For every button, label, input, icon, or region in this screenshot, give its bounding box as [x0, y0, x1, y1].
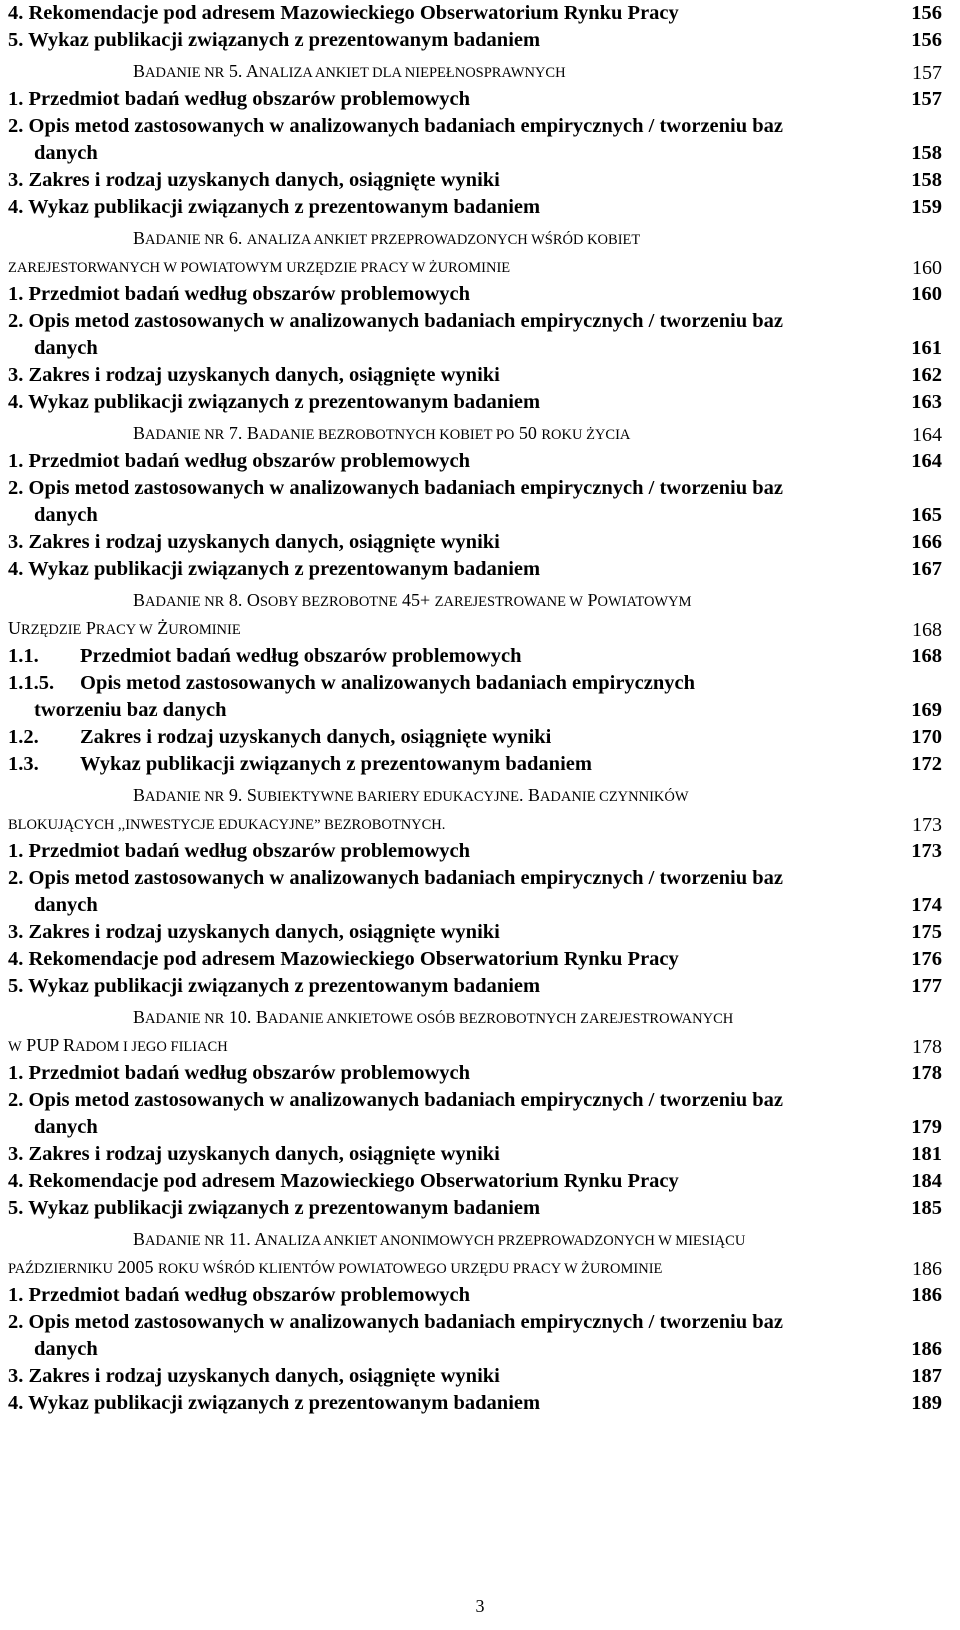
heading-text-run: W: [8, 1039, 22, 1055]
entry-line: [8, 670, 952, 697]
toc-page-number: 159: [911, 196, 942, 218]
toc-entry: [8, 1087, 952, 1141]
toc-entry: [8, 308, 952, 362]
toc-entry: [8, 475, 952, 529]
heading-line: [8, 420, 952, 448]
entry-title: 3. Zakres i rodzaj uzyskanych danych, osiągnięte wyniki: [8, 1365, 500, 1387]
entry-continuation: danych: [34, 142, 98, 164]
toc-section-heading: [8, 1226, 952, 1282]
entry-title: Wykaz publikacji związanych z prezentowanym badaniem: [80, 753, 592, 775]
entry-title: 4. Wykaz publikacji związanych z prezentowanym badaniem: [8, 196, 541, 218]
toc-page-number: 163: [911, 391, 942, 413]
entry-title: 5. Wykaz publikacji związanych z prezentowanym badaniem: [8, 29, 541, 51]
toc-page-number: 170: [911, 726, 942, 748]
toc-entry: [8, 1060, 952, 1087]
heading-text-run: P: [583, 590, 598, 610]
toc-entry: [8, 946, 952, 973]
heading-line: [8, 225, 952, 253]
toc-entry: [8, 113, 952, 167]
heading-text-run: 8. O: [224, 590, 260, 610]
entry-title: 2. Opis metod zastosowanych w analizowanych badaniach empirycznych / tworzeniu baz: [8, 1311, 784, 1333]
heading-text-run: NALIZA ANKIET ANONIMOWYCH PRZEPROWADZONYCH W MIESIĄCU: [267, 1233, 746, 1249]
toc-page-number: 177: [911, 975, 942, 997]
toc-page-number: 173: [912, 814, 942, 836]
heading-text-run: ADANIE NR: [145, 1233, 225, 1249]
heading-text-run: PUP R: [21, 1035, 76, 1055]
entry-title: 1. Przedmiot badań według obszarów problemowych: [8, 283, 471, 305]
heading-text-run: 10. B: [224, 1007, 268, 1027]
heading-text-run: B: [133, 228, 146, 248]
entry-title: 5. Wykaz publikacji związanych z prezentowanym badaniem: [8, 975, 541, 997]
toc-entry: [8, 865, 952, 919]
heading-text-run: P: [81, 618, 96, 638]
toc-section-heading: [8, 782, 952, 838]
entry-title: 2. Opis metod zastosowanych w analizowanych badaniach empirycznych / tworzeniu baz: [8, 477, 784, 499]
heading-text-run: 6.: [224, 228, 247, 248]
toc-entry: [8, 1141, 952, 1168]
entry-continuation: danych: [34, 894, 98, 916]
heading-text-run: B: [133, 1229, 146, 1249]
toc-page-number: 181: [911, 1143, 942, 1165]
entry-title: Przedmiot badań według obszarów problemowych: [80, 645, 522, 667]
heading-text-run: ADANIE BEZROBOTNYCH KOBIET PO: [258, 427, 515, 443]
heading-line: [8, 1254, 952, 1282]
toc-page-number: 158: [911, 142, 942, 164]
entry-title: 2. Opis metod zastosowanych w analizowanych badaniach empirycznych / tworzeniu baz: [8, 115, 784, 137]
heading-text-run: UBIEKTYWNE BARIERY EDUKACYJNE: [256, 789, 519, 805]
entry-continuation: danych: [34, 1338, 98, 1360]
toc-page-number: 176: [911, 948, 942, 970]
entry-line: [8, 643, 952, 670]
toc-page-number: 164: [912, 424, 942, 446]
toc-page-number: 186: [911, 1338, 942, 1360]
toc-entry: [8, 448, 952, 475]
heading-text-run: ADANIE NR: [145, 789, 225, 805]
table-of-contents: [8, 0, 952, 1417]
toc-entry: [8, 1363, 952, 1390]
entry-number: 1.3.: [8, 753, 39, 775]
toc-page-number: 161: [911, 337, 942, 359]
entry-title: 4. Wykaz publikacji związanych z prezentowanym badaniem: [8, 558, 541, 580]
heading-text-run: U: [8, 618, 21, 638]
toc-page-number: 186: [912, 1258, 942, 1280]
toc-section-heading: [8, 420, 952, 448]
toc-page-number: 186: [911, 1284, 942, 1306]
toc-subentry: [8, 724, 952, 751]
entry-continuation: danych: [34, 504, 98, 526]
toc-subentry: [8, 751, 952, 778]
entry-line: [8, 751, 952, 778]
heading-text-run: ADOM I JEGO FILIACH: [75, 1039, 228, 1055]
heading-text-run: Ż: [152, 618, 169, 638]
heading-text-run: NALIZA ANKIET DLA NIEPEŁNOSPRAWNYCH: [258, 65, 566, 81]
heading-text-run: 11. A: [224, 1229, 268, 1249]
heading-text-run: ADANIE NR: [145, 232, 225, 248]
toc-section-heading: [8, 225, 952, 281]
heading-text-run: 2005: [113, 1257, 158, 1277]
toc-entry: [8, 362, 952, 389]
heading-text-run: PAŹDZIERNIKU: [8, 1261, 113, 1277]
heading-text-run: ADANIE CZYNNIKÓW: [539, 789, 689, 805]
toc-subentry: [8, 670, 952, 724]
page-number: 3: [475, 1596, 485, 1616]
entry-title: 2. Opis metod zastosowanych w analizowanych badaniach empirycznych / tworzeniu baz: [8, 867, 784, 889]
entry-title: 3. Zakres i rodzaj uzyskanych danych, osiągnięte wyniki: [8, 364, 500, 386]
toc-entry: [8, 194, 952, 221]
entry-title: 1. Przedmiot badań według obszarów problemowych: [8, 88, 471, 110]
heading-text-run: OWIATOWYM: [597, 594, 692, 610]
toc-page-number: 178: [911, 1062, 942, 1084]
entry-title: 4. Rekomendacje pod adresem Mazowieckiego Obserwatorium Rynku Pracy: [8, 1170, 679, 1192]
heading-text-run: ZAREJESTORWANYCH W POWIATOWYM URZĘDZIE PRACY W ŻUROMINIE: [8, 260, 511, 276]
entry-number: 1.1.: [8, 645, 39, 667]
heading-text-run: ADANIE NR: [145, 427, 225, 443]
toc-entry: [8, 1168, 952, 1195]
entry-title: 1. Przedmiot badań według obszarów problemowych: [8, 1062, 471, 1084]
toc-entry: [8, 167, 952, 194]
toc-page-number: 179: [911, 1116, 942, 1138]
heading-text-run: B: [133, 61, 146, 81]
toc-entry: [8, 86, 952, 113]
toc-entry: [8, 838, 952, 865]
toc-entry: [8, 1309, 952, 1363]
toc-page-number: 172: [911, 753, 942, 775]
toc-entry: [8, 1195, 952, 1222]
toc-entry: [8, 389, 952, 416]
heading-line: [8, 1032, 952, 1060]
toc-page-number: 169: [911, 699, 942, 721]
entry-number: 1.1.5.: [8, 672, 55, 694]
entry-title: 2. Opis metod zastosowanych w analizowanych badaniach empirycznych / tworzeniu baz: [8, 1089, 784, 1111]
toc-page-number: 165: [911, 504, 942, 526]
toc-section-heading: [8, 58, 952, 86]
toc-page-number: 168: [912, 619, 942, 641]
toc-entry: [8, 1282, 952, 1309]
heading-text-run: ROKU ŻYCIA: [541, 427, 631, 443]
toc-entry: [8, 919, 952, 946]
heading-text-run: . B: [518, 785, 540, 805]
heading-line: [8, 1004, 952, 1032]
heading-line: [8, 1226, 952, 1254]
heading-text-run: RZĘDZIE: [21, 622, 82, 638]
heading-text-run: B: [133, 590, 146, 610]
entry-title: Opis metod zastosowanych w analizowanych badaniach empirycznych: [80, 672, 696, 694]
toc-page-number: 167: [911, 558, 942, 580]
toc-entry: [8, 529, 952, 556]
entry-number: 1.2.: [8, 726, 39, 748]
heading-text-run: B: [133, 1007, 146, 1027]
toc-page-number: 187: [911, 1365, 942, 1387]
heading-text-run: ANALIZA ANKIET PRZEPROWADZONYCH WŚRÓD KOBIET: [246, 232, 641, 248]
toc-subentry: [8, 643, 952, 670]
toc-page-number: 189: [911, 1392, 942, 1414]
toc-entry: [8, 1390, 952, 1417]
toc-page-number: 185: [911, 1197, 942, 1219]
heading-text-run: ADANIE NR: [145, 594, 225, 610]
heading-text-run: RACY W: [95, 622, 153, 638]
entry-continuation: danych: [34, 1116, 98, 1138]
toc-entry: [8, 27, 952, 54]
heading-line: [8, 58, 952, 86]
heading-text-run: SOBY BEZROBOTNE: [259, 594, 398, 610]
heading-text-run: 50: [514, 423, 542, 443]
toc-page-number: 157: [912, 62, 942, 84]
entry-title: 4. Wykaz publikacji związanych z prezentowanym badaniem: [8, 1392, 541, 1414]
heading-text-run: B: [133, 785, 146, 805]
toc-page-number: 178: [912, 1036, 942, 1058]
heading-text-run: B: [133, 423, 146, 443]
toc-entry: [8, 556, 952, 583]
entry-title: Zakres i rodzaj uzyskanych danych, osiągnięte wyniki: [80, 726, 552, 748]
entry-title: 3. Zakres i rodzaj uzyskanych danych, osiągnięte wyniki: [8, 169, 500, 191]
heading-text-run: ADANIE NR: [145, 1011, 225, 1027]
entry-title: 1. Przedmiot badań według obszarów problemowych: [8, 1284, 471, 1306]
entry-title: 3. Zakres i rodzaj uzyskanych danych, osiągnięte wyniki: [8, 1143, 500, 1165]
entry-continuation: danych: [34, 337, 98, 359]
entry-title: 4. Rekomendacje pod adresem Mazowieckiego Obserwatorium Rynku Pracy: [8, 2, 679, 24]
entry-title: 2. Opis metod zastosowanych w analizowanych badaniach empirycznych / tworzeniu baz: [8, 310, 784, 332]
heading-text-run: 5. A: [224, 61, 259, 81]
toc-page-number: 158: [911, 169, 942, 191]
heading-text-run: ADANIE NR: [145, 65, 225, 81]
toc-page-number: 156: [911, 2, 942, 24]
toc-page-number: 173: [911, 840, 942, 862]
toc-page-number: 162: [911, 364, 942, 386]
toc-page-number: 160: [912, 257, 942, 279]
heading-line: [8, 587, 952, 615]
toc-page-number: 156: [911, 29, 942, 51]
entry-line: [8, 724, 952, 751]
toc-entry: [8, 0, 952, 27]
entry-title: 3. Zakres i rodzaj uzyskanych danych, osiągnięte wyniki: [8, 531, 500, 553]
heading-text-run: ZAREJESTROWANE W: [434, 594, 583, 610]
heading-line: [8, 782, 952, 810]
entry-title: 1. Przedmiot badań według obszarów problemowych: [8, 840, 471, 862]
entry-title: 4. Rekomendacje pod adresem Mazowieckiego Obserwatorium Rynku Pracy: [8, 948, 679, 970]
entry-title: 1. Przedmiot badań według obszarów problemowych: [8, 450, 471, 472]
toc-page-number: 157: [911, 88, 942, 110]
heading-line: [8, 253, 952, 281]
toc-entry: [8, 281, 952, 308]
heading-text-run: 7. B: [224, 423, 259, 443]
heading-text-run: 9. S: [224, 785, 257, 805]
toc-entry: [8, 973, 952, 1000]
toc-page-number: 184: [911, 1170, 942, 1192]
entry-title: 5. Wykaz publikacji związanych z prezentowanym badaniem: [8, 1197, 541, 1219]
entry-continuation: tworzeniu baz danych: [34, 699, 227, 721]
toc-page-number: 164: [911, 450, 942, 472]
toc-section-heading: [8, 1004, 952, 1060]
toc-page-number: 166: [911, 531, 942, 553]
heading-line: [8, 615, 952, 643]
heading-text-run: BLOKUJĄCYCH ,,INWESTYCJE EDUKACYJNE” BEZROBOTNYCH.: [8, 817, 446, 833]
heading-text-run: ADANIE ANKIETOWE OSÓB BEZROBOTNYCH ZAREJESTROWANYCH: [267, 1011, 734, 1027]
heading-text-run: 45+: [397, 590, 435, 610]
entry-title: 4. Wykaz publikacji związanych z prezentowanym badaniem: [8, 391, 541, 413]
toc-page-number: 168: [911, 645, 942, 667]
heading-text-run: UROMINIE: [168, 622, 241, 638]
toc-page-number: 160: [911, 283, 942, 305]
entry-title: 3. Zakres i rodzaj uzyskanych danych, osiągnięte wyniki: [8, 921, 500, 943]
heading-text-run: ROKU WŚRÓD KLIENTÓW POWIATOWEGO URZĘDU PRACY W ŻUROMINIE: [158, 1261, 663, 1277]
toc-page-number: 174: [911, 894, 942, 916]
heading-line: [8, 810, 952, 838]
toc-section-heading: [8, 587, 952, 643]
toc-page-number: 175: [911, 921, 942, 943]
